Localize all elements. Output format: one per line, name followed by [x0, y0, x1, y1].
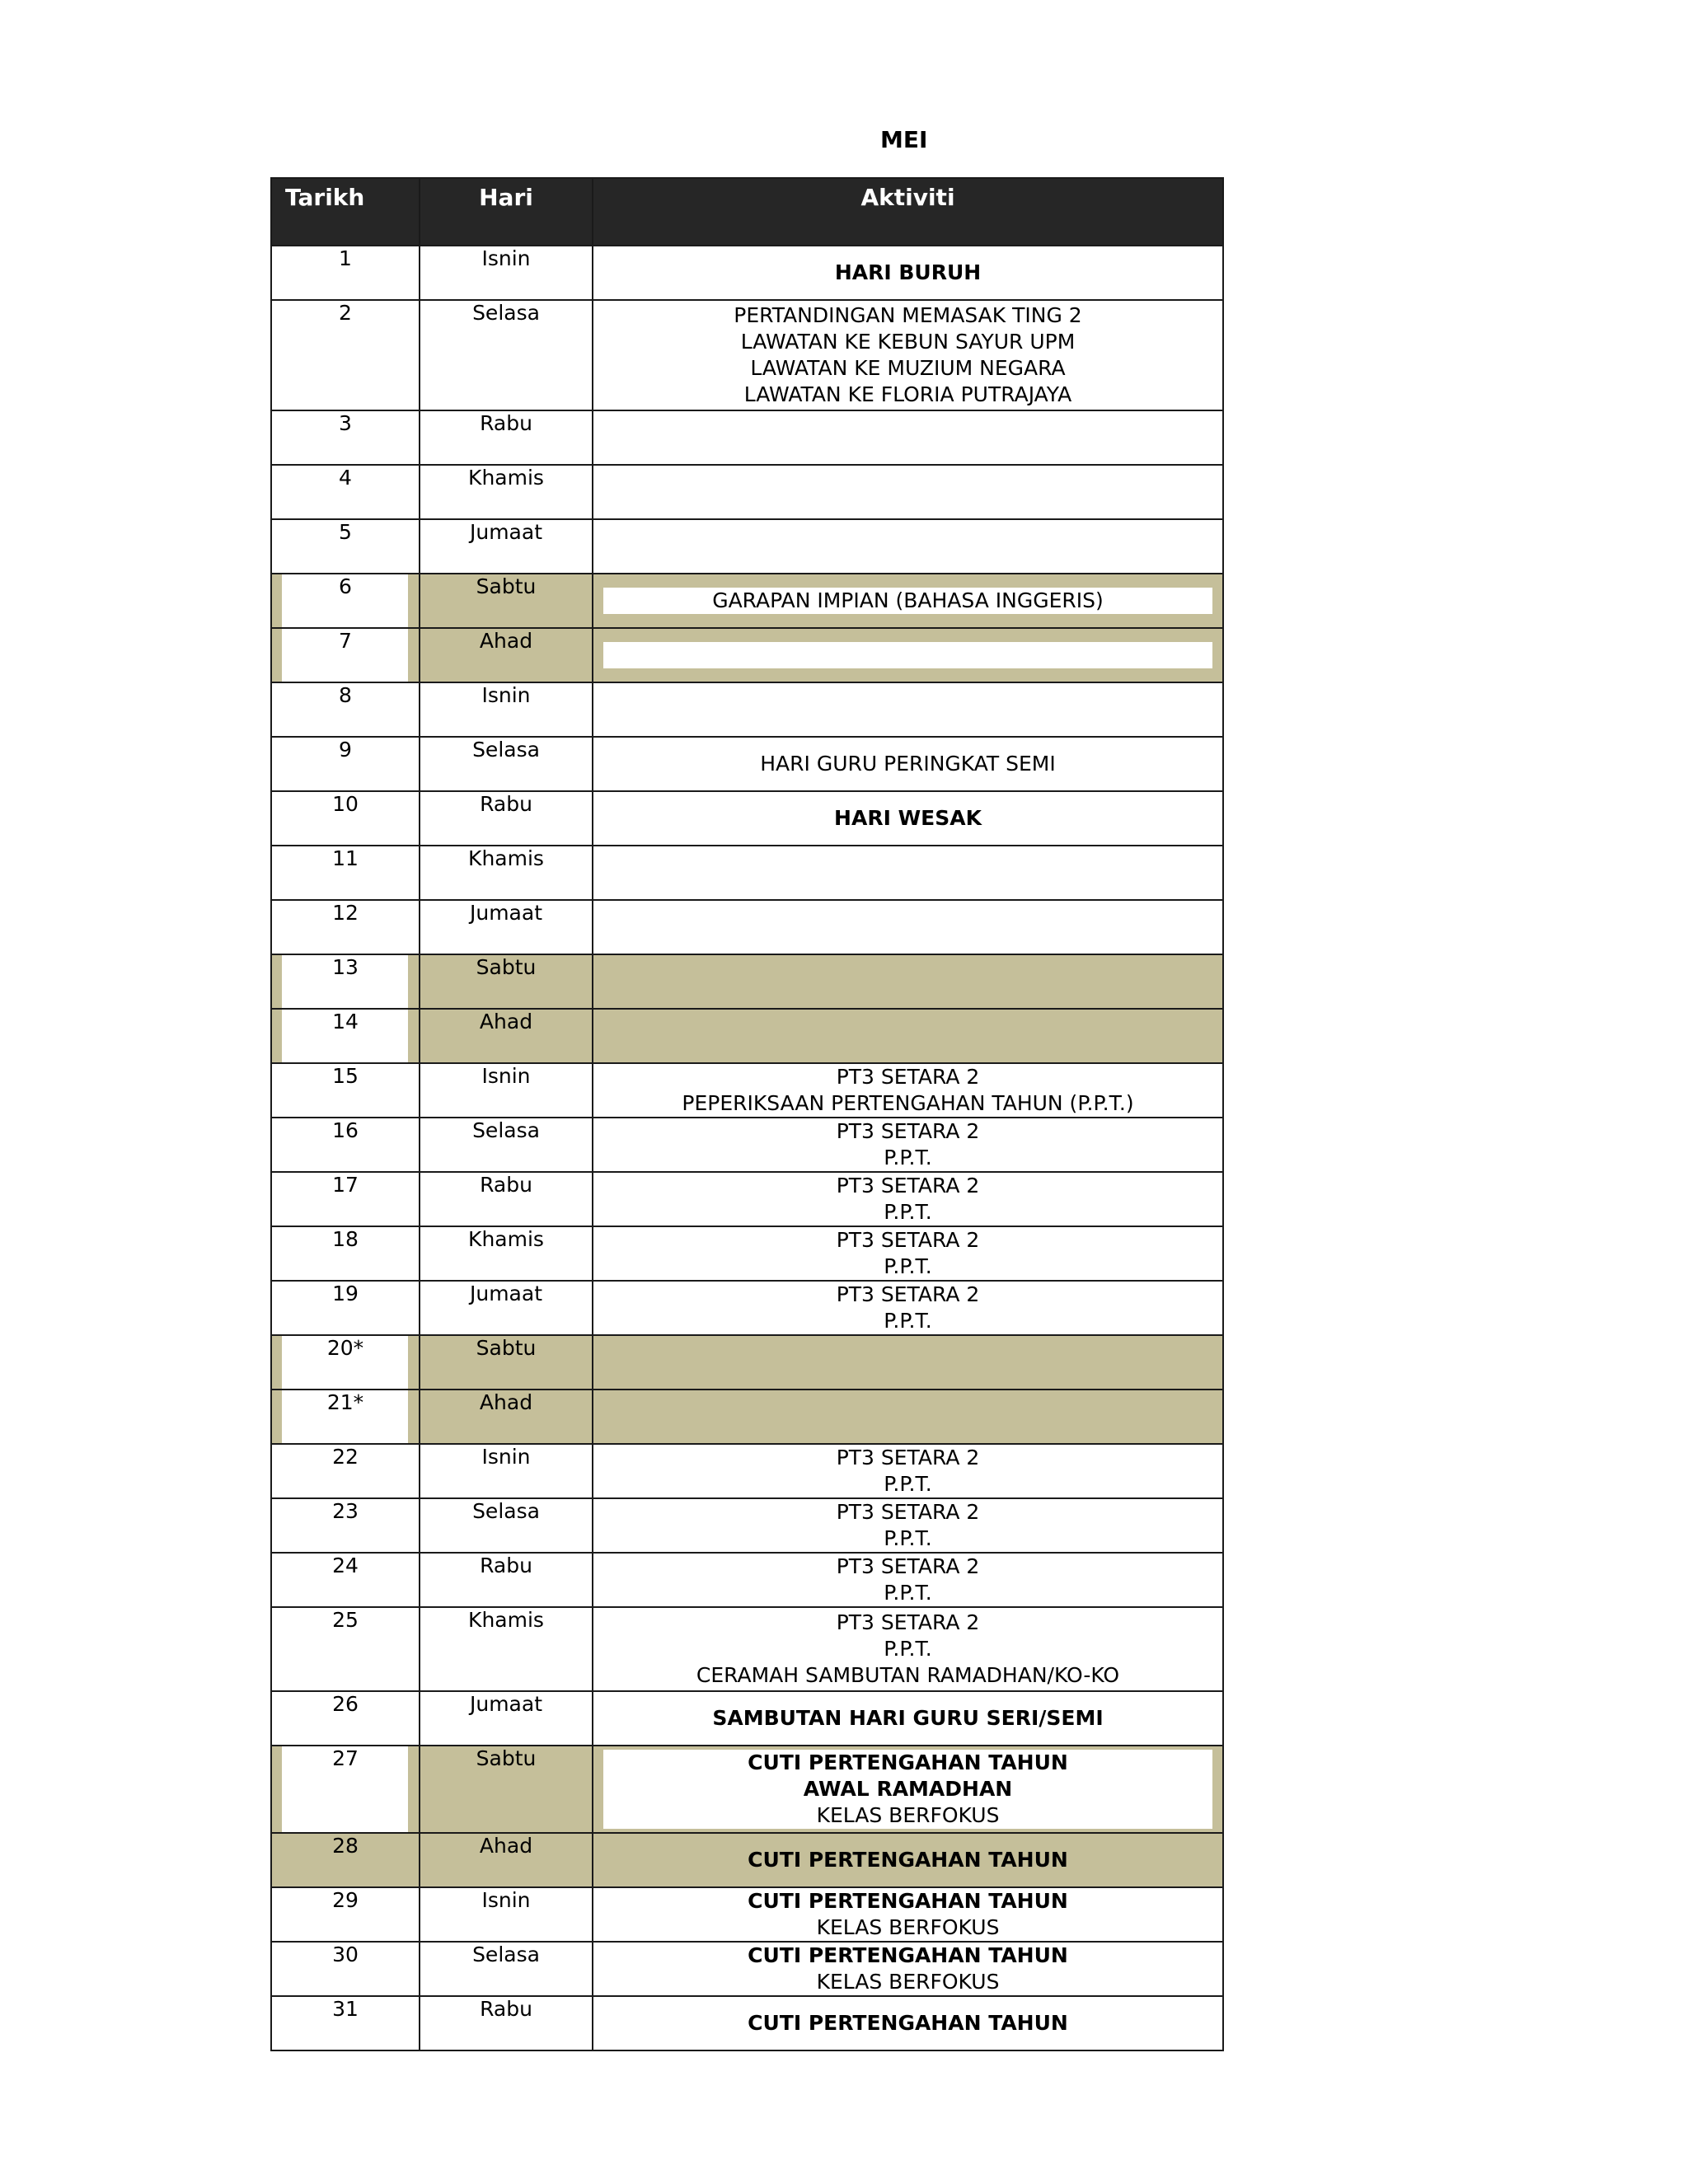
activity-cell: [593, 682, 1223, 737]
activity-box: [603, 642, 1212, 668]
date-cell: 1: [271, 246, 420, 300]
table-row: [271, 1553, 1223, 1607]
table-row: [271, 791, 1223, 846]
activity-cell: [593, 791, 1223, 846]
day-cell: Isnin: [420, 682, 593, 737]
activity-line: P.P.T.: [884, 1472, 932, 1496]
table-row: [271, 300, 1223, 410]
date-cell: 26: [271, 1691, 420, 1746]
activity-cell: [593, 519, 1223, 574]
activity-line: P.P.T.: [884, 1637, 932, 1661]
table-row: [271, 1118, 1223, 1172]
table-row: [271, 1281, 1223, 1335]
date-cell: 23: [271, 1498, 420, 1553]
activity-cell: [593, 1063, 1223, 1118]
activity-cell: [593, 1887, 1223, 1942]
table-row: [271, 574, 1223, 628]
table-row: [271, 900, 1223, 954]
day-cell: Jumaat: [420, 1691, 593, 1746]
activity-cell: [593, 846, 1223, 900]
activity-line: PT3 SETARA 2: [836, 1065, 980, 1089]
date-cell: 13: [271, 954, 420, 1009]
day-cell: Isnin: [420, 1063, 593, 1118]
day-cell: Selasa: [420, 1118, 593, 1172]
table-row: [271, 737, 1223, 791]
activity-line: P.P.T.: [884, 1146, 932, 1169]
date-cell: 27: [271, 1746, 420, 1833]
calendar-table: [270, 177, 1224, 2051]
day-cell: Rabu: [420, 791, 593, 846]
table-row: [271, 1833, 1223, 1887]
activity-line: PEPERIKSAAN PERTENGAHAN TAHUN (P.P.T.): [682, 1091, 1134, 1115]
activity-cell: [593, 465, 1223, 519]
day-cell: Khamis: [420, 1226, 593, 1281]
day-cell: Khamis: [420, 465, 593, 519]
activity-box: [603, 588, 1212, 614]
activity-line: P.P.T.: [884, 1309, 932, 1333]
activity-line: P.P.T.: [884, 1581, 932, 1605]
activity-line: PT3 SETARA 2: [836, 1500, 980, 1524]
date-cell: 11: [271, 846, 420, 900]
header-aktiviti: Aktiviti: [593, 178, 1223, 246]
table-row: [271, 1444, 1223, 1498]
date-cell: 15: [271, 1063, 420, 1118]
table-row: [271, 1691, 1223, 1746]
day-cell: Sabtu: [420, 1746, 593, 1833]
activity-cell: [593, 1691, 1223, 1746]
table-row: [271, 1009, 1223, 1063]
day-cell: Rabu: [420, 1172, 593, 1226]
activity-box: [603, 1750, 1212, 1829]
date-cell: 21*: [271, 1390, 420, 1444]
activity-cell: [593, 1009, 1223, 1063]
page-title: MEI: [880, 126, 928, 153]
date-cell: 14: [271, 1009, 420, 1063]
activity-line: LAWATAN KE FLORIA PUTRAJAYA: [743, 382, 1072, 406]
date-cell: 9: [271, 737, 420, 791]
date-cell: 18: [271, 1226, 420, 1281]
activity-cell: [593, 737, 1223, 791]
activity-line: PERTANDINGAN MEMASAK TING 2: [734, 303, 1082, 327]
table-row: [271, 1172, 1223, 1226]
activity-line: P.P.T.: [884, 1200, 932, 1224]
activity-cell: [593, 1553, 1223, 1607]
activity-line: CUTI PERTENGAHAN TAHUN: [748, 2011, 1068, 2035]
table-row: [271, 1746, 1223, 1833]
day-cell: Rabu: [420, 1996, 593, 2050]
activity-cell: [593, 1498, 1223, 1553]
date-cell: 3: [271, 410, 420, 465]
activity-line: PT3 SETARA 2: [836, 1554, 980, 1578]
day-cell: Jumaat: [420, 519, 593, 574]
activity-line: CUTI PERTENGAHAN TAHUN: [748, 1943, 1068, 1967]
day-cell: Sabtu: [420, 954, 593, 1009]
activity-cell: [593, 900, 1223, 954]
activity-line: KELAS BERFOKUS: [816, 1803, 1000, 1827]
table-body: [271, 246, 1223, 2050]
day-cell: Rabu: [420, 1553, 593, 1607]
activity-cell: [593, 628, 1223, 682]
day-cell: Ahad: [420, 1009, 593, 1063]
activity-cell: [593, 1996, 1223, 2050]
date-cell: 8: [271, 682, 420, 737]
activity-line: AWAL RAMADHAN: [803, 1777, 1013, 1801]
table-row: [271, 682, 1223, 737]
day-cell: Selasa: [420, 300, 593, 410]
activity-line: LAWATAN KE KEBUN SAYUR UPM: [740, 330, 1076, 354]
activity-cell: [593, 1172, 1223, 1226]
date-cell: 25: [271, 1607, 420, 1691]
table-header: [271, 178, 1223, 246]
activity-cell: [593, 1281, 1223, 1335]
date-cell: 7: [271, 628, 420, 682]
date-cell: 4: [271, 465, 420, 519]
day-cell: Ahad: [420, 1390, 593, 1444]
table-row: [271, 1390, 1223, 1444]
activity-cell: [593, 1118, 1223, 1172]
day-cell: Selasa: [420, 737, 593, 791]
activity-line: PT3 SETARA 2: [836, 1119, 980, 1143]
date-cell: 30: [271, 1942, 420, 1996]
table-row: [271, 519, 1223, 574]
date-cell: 24: [271, 1553, 420, 1607]
activity-cell: [593, 954, 1223, 1009]
date-cell: 31: [271, 1996, 420, 2050]
date-cell: 29: [271, 1887, 420, 1942]
activity-line: P.P.T.: [884, 1254, 932, 1278]
day-cell: Isnin: [420, 1444, 593, 1498]
date-cell: 28: [271, 1833, 420, 1887]
activity-line: KELAS BERFOKUS: [816, 1915, 1000, 1939]
activity-line: CUTI PERTENGAHAN TAHUN: [748, 1848, 1068, 1872]
date-cell: 17: [271, 1172, 420, 1226]
day-cell: Ahad: [420, 628, 593, 682]
table-row: [271, 1226, 1223, 1281]
date-cell: 10: [271, 791, 420, 846]
activity-line: PT3 SETARA 2: [836, 1228, 980, 1252]
table-row: [271, 1887, 1223, 1942]
table-row: [271, 846, 1223, 900]
activity-line: PT3 SETARA 2: [836, 1446, 980, 1469]
table-row: [271, 246, 1223, 300]
day-cell: Rabu: [420, 410, 593, 465]
activity-line: SAMBUTAN HARI GURU SERI/SEMI: [712, 1706, 1104, 1730]
date-cell: 2: [271, 300, 420, 410]
table-row: [271, 1335, 1223, 1390]
activity-line: HARI GURU PERINGKAT SEMI: [760, 752, 1056, 776]
day-cell: Sabtu: [420, 1335, 593, 1390]
activity-cell: [593, 1335, 1223, 1390]
activity-line: HARI BURUH: [834, 260, 982, 284]
activity-line: GARAPAN IMPIAN (BAHASA INGGERIS): [712, 588, 1104, 612]
day-cell: Isnin: [420, 1887, 593, 1942]
table-row: [271, 1996, 1223, 2050]
activity-cell: [593, 1607, 1223, 1691]
activity-cell: [593, 410, 1223, 465]
activity-cell: [593, 1444, 1223, 1498]
date-cell: 5: [271, 519, 420, 574]
activity-line: CERAMAH SAMBUTAN RAMADHAN/KO-KO: [696, 1663, 1120, 1687]
table-row: [271, 1063, 1223, 1118]
activity-cell: [593, 1833, 1223, 1887]
date-cell: 20*: [271, 1335, 420, 1390]
table-row: [271, 628, 1223, 682]
date-cell: 16: [271, 1118, 420, 1172]
date-cell: 12: [271, 900, 420, 954]
day-cell: Ahad: [420, 1833, 593, 1887]
activity-cell: [593, 246, 1223, 300]
table-row: [271, 1942, 1223, 1996]
table-row: [271, 410, 1223, 465]
day-cell: Jumaat: [420, 900, 593, 954]
date-cell: 6: [271, 574, 420, 628]
activity-cell: [593, 574, 1223, 628]
activity-line: CUTI PERTENGAHAN TAHUN: [748, 1750, 1068, 1774]
header-tarikh: Tarikh: [271, 178, 420, 246]
date-cell: 22: [271, 1444, 420, 1498]
activity-cell: [593, 300, 1223, 410]
day-cell: Khamis: [420, 1607, 593, 1691]
activity-line: KELAS BERFOKUS: [816, 1970, 1000, 1994]
activity-line: PT3 SETARA 2: [836, 1174, 980, 1197]
activity-line: CUTI PERTENGAHAN TAHUN: [748, 1889, 1068, 1913]
activity-line: PT3 SETARA 2: [836, 1610, 980, 1634]
date-cell: 19: [271, 1281, 420, 1335]
activity-cell: [593, 1226, 1223, 1281]
table-row: [271, 465, 1223, 519]
day-cell: Khamis: [420, 846, 593, 900]
activity-cell: [593, 1746, 1223, 1833]
table-row: [271, 954, 1223, 1009]
day-cell: Isnin: [420, 246, 593, 300]
activity-line: P.P.T.: [884, 1526, 932, 1550]
activity-line: LAWATAN KE MUZIUM NEGARA: [750, 356, 1066, 380]
table-row: [271, 1498, 1223, 1553]
activity-cell: [593, 1942, 1223, 1996]
day-cell: Selasa: [420, 1942, 593, 1996]
activity-cell: [593, 1390, 1223, 1444]
activity-line: HARI WESAK: [834, 806, 982, 830]
day-cell: Sabtu: [420, 574, 593, 628]
activity-line: PT3 SETARA 2: [836, 1282, 980, 1306]
day-cell: Selasa: [420, 1498, 593, 1553]
day-cell: Jumaat: [420, 1281, 593, 1335]
header-hari: Hari: [420, 178, 593, 246]
table-row: [271, 1607, 1223, 1691]
